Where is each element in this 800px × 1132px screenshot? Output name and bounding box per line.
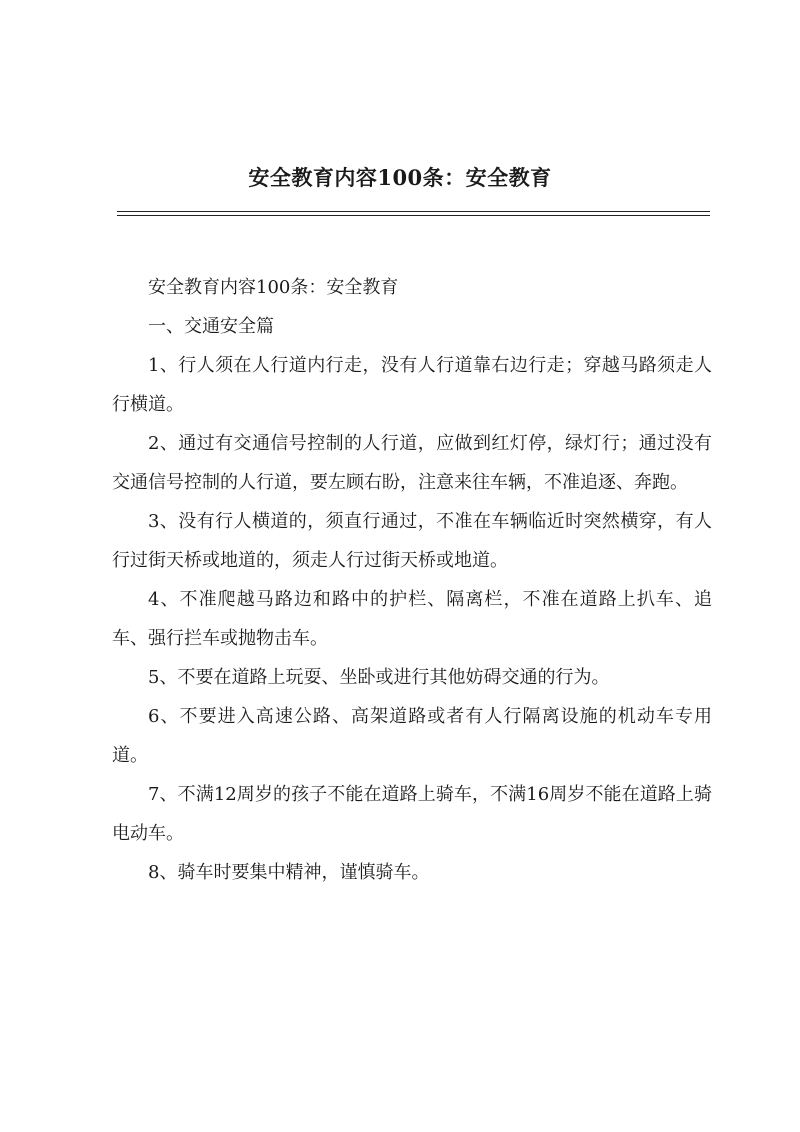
rule-item-2: 2、通过有交通信号控制的人行道，应做到红灯停，绿灯行；通过没有交通信号控制的人行道，要左顾右盼，注意来往车辆，不准追逐、奔跑。 <box>112 433 712 493</box>
rule-item-4: 4、不准爬越马路边和路中的护栏、隔离栏，不准在道路上扒车、追车、强行拦车或抛物击车。 <box>112 589 712 649</box>
section-heading: 一、交通安全篇 <box>148 316 274 337</box>
title-underline-top <box>117 211 710 212</box>
rule-item-5: 5、不要在道路上玩耍、坐卧或进行其他妨碍交通的行为。 <box>148 667 610 688</box>
body-heading: 安全教育内容100条：安全教育 <box>148 277 399 298</box>
rule-item-3: 3、没有行人横道的，须直行通过，不准在车辆临近时突然横穿，有人行过街天桥或地道的，须走人行过街天桥或地道。 <box>112 511 712 571</box>
rule-item-1: 1、行人须在人行道内行走，没有人行道靠右边行走；穿越马路须走人行横道。 <box>112 355 712 415</box>
rule-item-7: 7、不满12周岁的孩子不能在道路上骑车，不满16周岁不能在道路上骑电动车。 <box>112 784 712 844</box>
title-underline-bottom <box>117 215 710 216</box>
document-title: 安全教育内容100条：安全教育 <box>248 165 552 190</box>
rule-item-6: 6、不要进入高速公路、高架道路或者有人行隔离设施的机动车专用道。 <box>112 706 712 766</box>
document-body <box>112 268 712 892</box>
rule-item-8: 8、骑车时要集中精神，谨慎骑车。 <box>148 862 430 883</box>
